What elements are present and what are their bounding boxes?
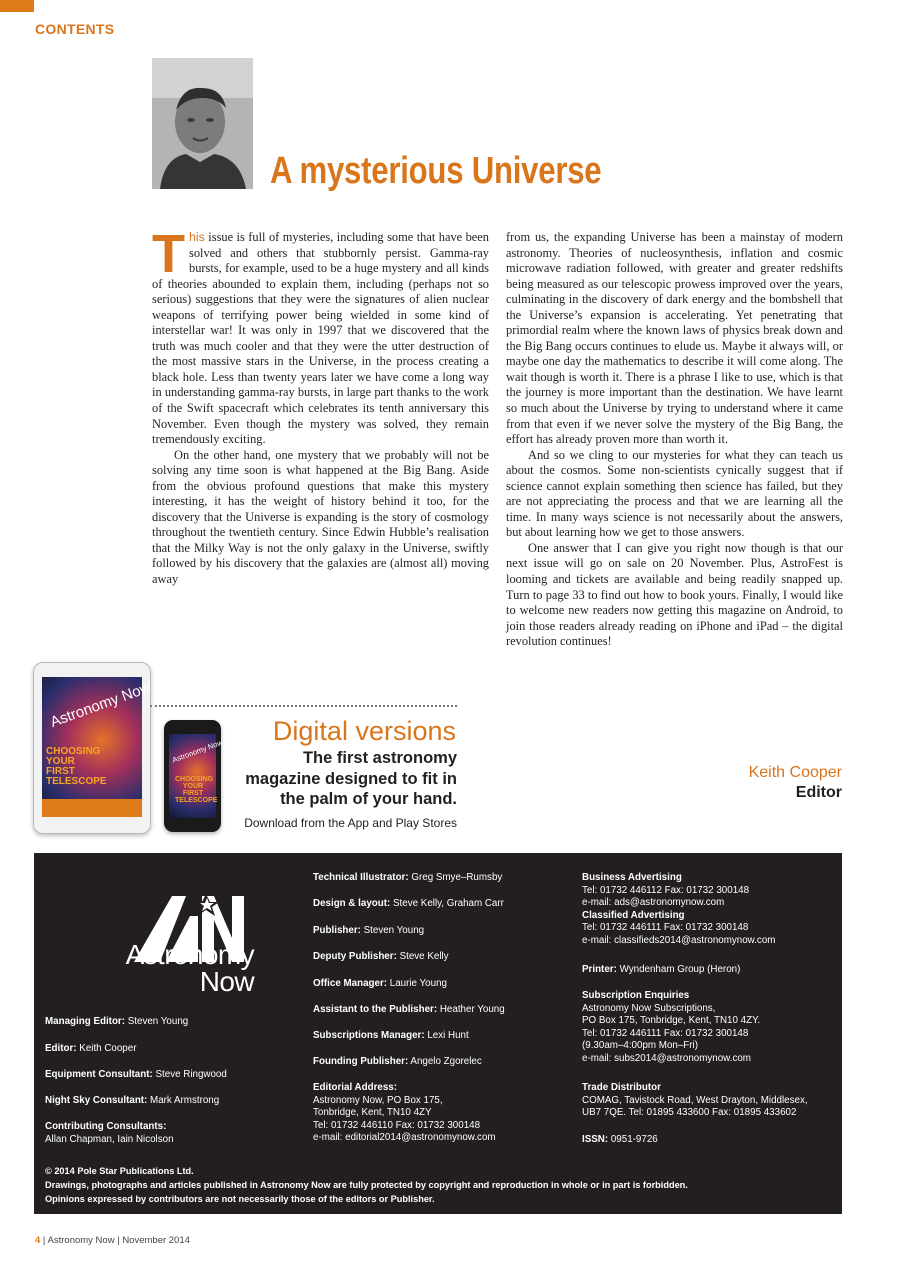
drop-cap: T bbox=[152, 224, 185, 284]
credit-name: Wyndenham Group (Heron) bbox=[616, 964, 741, 975]
article-paragraph: On the other hand, one mystery that we probably will not be solving any time soon is what happened at the Big Bang. Aside from the obvious profound questions that make this mystery interesting, it has the weight of history behind it too, for the discovery that the Universe is expanding is the story of cosmology throughout the twentieth century. Since Edwin Hubble’s realisation that the Milky Way is not the only galaxy in the Universe, swiftly followed by his discovery that the galaxies are (almost all) moving away bbox=[152, 447, 489, 587]
trade-distributor bbox=[582, 1082, 808, 1120]
logo-word-1: Astronomy bbox=[125, 939, 254, 970]
credit-name: Heather Young bbox=[437, 1004, 505, 1015]
article-column-right bbox=[506, 230, 843, 650]
cover-footer-band bbox=[42, 799, 142, 817]
credit-role: Subscriptions Manager: bbox=[313, 1030, 425, 1041]
app-store-note: Download from the App and Play Stores bbox=[244, 816, 457, 830]
logo-wordmark bbox=[94, 941, 254, 995]
article-paragraph: And so we cling to our mysteries for what they can teach us about the cosmos. Some non-scientists cynically suggest that if science cannot explain something then science has failed, but they are not appreciating the process and that we are learning all the time. In many ways science is not necessarily about the answers, but about learning how we get to those answers. bbox=[506, 447, 843, 540]
business-advertising bbox=[582, 872, 775, 947]
magazine-cover bbox=[42, 677, 154, 817]
credit-line bbox=[45, 1069, 227, 1082]
contact-line: Tel: 01732 446111 Fax: 01732 300148 bbox=[582, 1027, 749, 1039]
credit-line bbox=[313, 1004, 505, 1017]
credit-name: Angelo Zgorelec bbox=[408, 1056, 482, 1067]
credit-line bbox=[313, 925, 424, 938]
credit-role: Trade Distributor bbox=[582, 1082, 661, 1093]
digital-versions-subtitle: The first astronomy magazine designed to fit in the palm of your hand. bbox=[245, 749, 457, 808]
credit-name: Steven Young bbox=[360, 925, 425, 936]
credit-name: Greg Smye–Rumsby bbox=[408, 872, 503, 883]
credit-name: 0951-9726 bbox=[608, 1134, 658, 1145]
credit-role: Classified Advertising bbox=[582, 909, 685, 921]
credit-role: Editor: bbox=[45, 1043, 77, 1054]
credit-name: Steve Ringwood bbox=[152, 1069, 227, 1080]
credit-name: Mark Armstrong bbox=[147, 1095, 220, 1106]
credit-role: Equipment Consultant: bbox=[45, 1069, 153, 1080]
credit-role: Contributing Consultants: bbox=[45, 1121, 167, 1132]
credit-name: Steve Kelly, Graham Carr bbox=[390, 898, 504, 909]
credit-name: Allan Chapman, Iain Nicolson bbox=[45, 1133, 174, 1145]
address-line: Tonbridge, Kent, TN10 4ZY bbox=[313, 1107, 432, 1118]
credit-line bbox=[45, 1016, 188, 1029]
credit-role: Subscription Enquiries bbox=[582, 990, 690, 1001]
credit-role: Office Manager: bbox=[313, 978, 388, 989]
article-paragraph bbox=[152, 224, 489, 448]
credit-name: Laurie Young bbox=[387, 978, 447, 989]
credit-line bbox=[313, 978, 447, 991]
digital-versions-title: Digital versions bbox=[272, 716, 456, 746]
credit-role: Printer: bbox=[582, 964, 617, 975]
copyright-line: Drawings, photographs and articles published in Astronomy Now are fully protected by copyright and reproduction in whole or in part is forbidden. bbox=[45, 1180, 688, 1190]
magazine-cover bbox=[169, 734, 224, 818]
contact-line: Tel: 01732 446111 Fax: 01732 300148 bbox=[582, 922, 749, 933]
address-line: Tel: 01732 446110 Fax: 01732 300148 bbox=[313, 1119, 481, 1131]
credit-role: Design & layout: bbox=[313, 898, 391, 909]
copyright-line: Opinions expressed by contributors are not necessarily those of the editors or Publisher. bbox=[45, 1194, 435, 1204]
contact-line: Tel: 01732 446112 Fax: 01732 300148 bbox=[582, 884, 750, 896]
author-role: Editor bbox=[795, 784, 842, 801]
author-name: Keith Cooper bbox=[748, 764, 842, 781]
credit-line bbox=[313, 1056, 482, 1069]
tablet-device-image bbox=[33, 662, 154, 834]
subscription-enquiries bbox=[582, 990, 760, 1065]
contact-line: e-mail: ads@astronomynow.com bbox=[582, 897, 725, 908]
paragraph-text: issue is full of mysteries, including some that have been solved and others that stubbornly persist. Gamma-ray bursts, for example, used to be a huge mystery and all kinds of theories abounded to explain them, including (perhaps not so serious) suggestions that they were the signatures of alien nuclear weapons of terrifying power being wielded in some kind of interstellar war! It was only in 1997 that we discovered that the truth was much cooler and that they were the utter destruction of the most massive stars in the Universe, in the process creating a black hole. Less than twenty years later we have come a long way in understanding gamma-ray bursts, in large part thanks to the work of the Swift spacecraft which celebrates its tenth anniversary this November. Even though the mystery was solved, they remain tremendously exciting. bbox=[152, 230, 489, 447]
cover-headline: CHOOSING YOUR FIRST TELESCOPE bbox=[46, 746, 107, 787]
article-paragraph: from us, the expanding Universe has been a mainstay of modern astronomy. Theories of nucleosynthesis, inflation and cosmic microwave radiation followed, with greater and greater redshifts being measured as our telescopic prowess improved over the years, culminating in the discovery of dark energy and the bombshell that the Universe’s expansion is accelerating. Yet penetrating that primordial realm where the known laws of physics break down and the Big Bang occurs continues to elude us. Maybe it always will, or maybe one day the mathematics to describe it will come along. The wait though is worth it. There is a phrase I like to use, which is that the journey is more important than the destination. We have learnt so much about the Universe by trying to understand where it came from that even if we never solve the mystery of the Big Bang, the effort has already proven more than worth it. bbox=[506, 230, 843, 447]
credit-line bbox=[313, 872, 502, 885]
contact-line: e-mail: subs2014@astronomynow.com bbox=[582, 1052, 751, 1064]
editor-portrait bbox=[152, 58, 253, 189]
credit-name: Steve Kelly bbox=[396, 951, 449, 962]
contact-line: PO Box 175, Tonbridge, Kent, TN10 4ZY. bbox=[582, 1015, 761, 1026]
credit-role: ISSN: bbox=[582, 1134, 609, 1145]
section-label: CONTENTS bbox=[35, 21, 115, 37]
credit-line bbox=[45, 1121, 174, 1146]
credit-line bbox=[582, 1134, 658, 1147]
credit-line bbox=[582, 964, 740, 977]
credit-line bbox=[313, 1030, 469, 1043]
contact-line: (9.30am–4:00pm Mon–Fri) bbox=[582, 1040, 698, 1051]
divider bbox=[150, 705, 457, 707]
credit-role: Founding Publisher: bbox=[313, 1056, 409, 1067]
credit-line bbox=[45, 1043, 136, 1056]
copyright-line: © 2014 Pole Star Publications Ltd. bbox=[45, 1166, 194, 1176]
credit-role: Night Sky Consultant: bbox=[45, 1095, 148, 1106]
contact-line: Astronomy Now Subscriptions, bbox=[582, 1002, 716, 1014]
credit-name: Keith Cooper bbox=[76, 1043, 137, 1054]
logo-word-2: Now bbox=[199, 966, 254, 997]
article-headline: A mysterious Universe bbox=[270, 150, 602, 192]
article-paragraph: One answer that I can give you right now though is that our next issue will go on sale on 20 November. Plus, AstroFest is looming and tickets are available and being readily snapped up. Turn to page 33 to find out how to book yours. Finally, I would like to welcome new readers now getting this magazine on Android, to join those readers already reading on iPhone and iPad – the digital revolution continues! bbox=[506, 540, 843, 649]
masthead-credits bbox=[34, 853, 842, 1214]
editorial-address bbox=[313, 1082, 496, 1145]
section-tab-marker bbox=[0, 0, 34, 12]
cover-brand: Astronomy Now bbox=[48, 678, 154, 731]
credit-role: Editorial Address: bbox=[313, 1082, 398, 1093]
address-line: e-mail: editorial2014@astronomynow.com bbox=[313, 1132, 496, 1143]
cover-headline: CHOOSING YOUR FIRST TELESCOPE bbox=[175, 776, 218, 804]
page-folio bbox=[35, 1235, 190, 1246]
lead-in: his bbox=[189, 230, 205, 244]
page-number: 4 bbox=[35, 1235, 41, 1246]
credit-name: Lexi Hunt bbox=[424, 1030, 469, 1041]
contact-line: e-mail: classifieds2014@astronomynow.com bbox=[582, 934, 776, 946]
credit-role: Assistant to the Publisher: bbox=[313, 1004, 438, 1015]
credit-role: Deputy Publisher: bbox=[313, 951, 397, 962]
credit-name: Steven Young bbox=[125, 1016, 189, 1027]
article-column-left bbox=[152, 224, 489, 588]
copyright-notice bbox=[45, 1164, 688, 1206]
credit-line bbox=[45, 1095, 219, 1108]
credit-line bbox=[313, 951, 449, 964]
cover-brand: Astronomy Now bbox=[171, 737, 224, 765]
folio-text: | Astronomy Now | November 2014 bbox=[40, 1235, 190, 1246]
address-line: Astronomy Now, PO Box 175, bbox=[313, 1094, 443, 1106]
credit-role: Managing Editor: bbox=[45, 1016, 126, 1027]
credit-role: Business Advertising bbox=[582, 872, 682, 883]
phone-device-image bbox=[164, 720, 224, 832]
credit-role: Publisher: bbox=[313, 925, 361, 936]
contact-line: COMAG, Tavistock Road, West Drayton, Middlesex, bbox=[582, 1094, 808, 1106]
credit-role: Technical Illustrator: bbox=[313, 872, 409, 883]
credit-line bbox=[313, 898, 504, 911]
contact-line: UB7 7QE. Tel: 01895 433600 Fax: 01895 433602 bbox=[582, 1107, 797, 1118]
